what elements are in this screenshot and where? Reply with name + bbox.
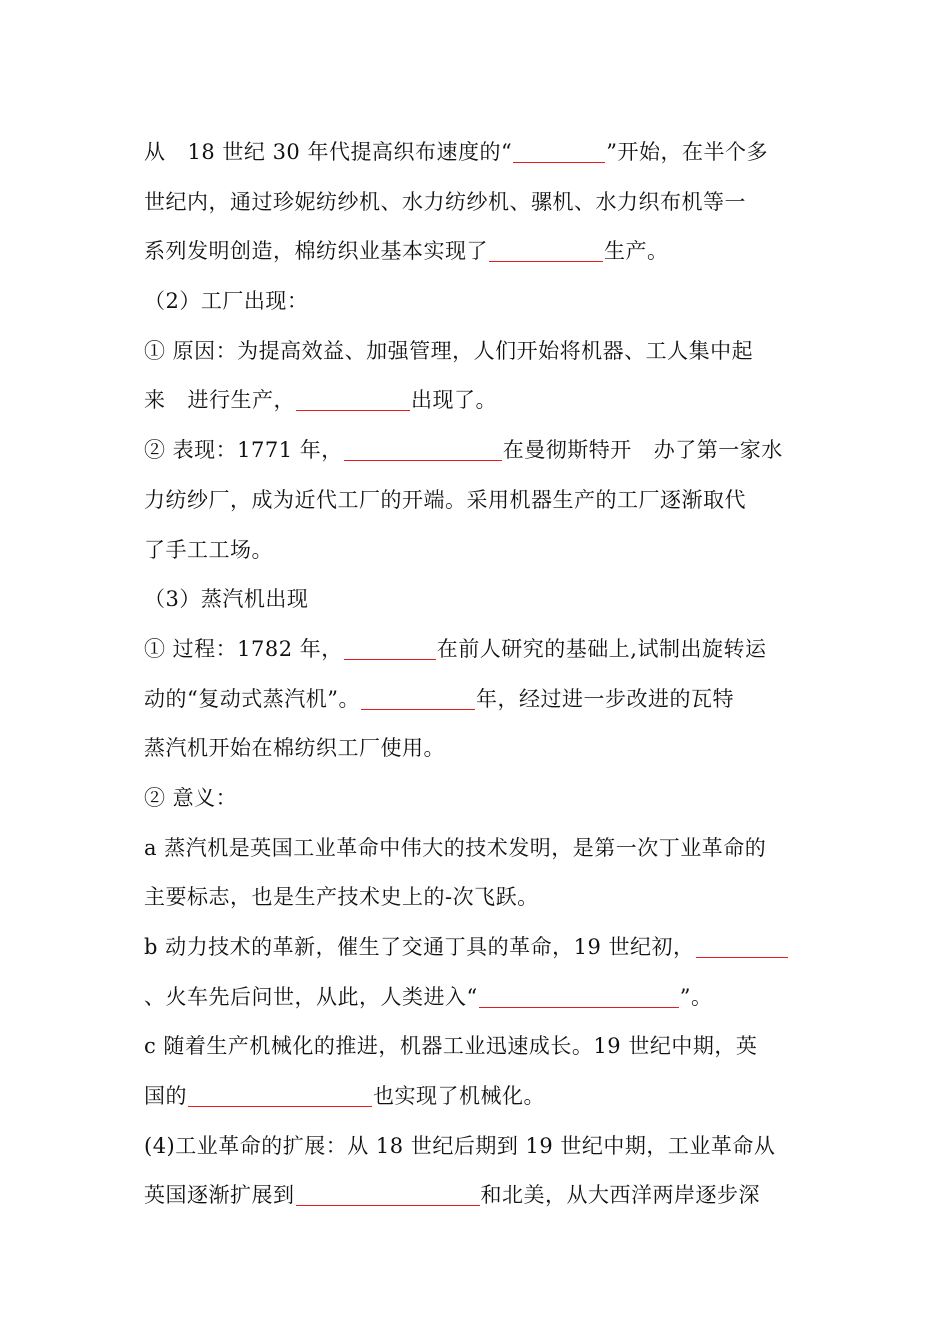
document-body — [144, 128, 812, 1221]
text: ① 原因：为提高效益、加强管理，人们开始将机器、工人集中起 — [144, 338, 754, 363]
text: 18 世纪 30 年代提高织布速度的“ — [187, 140, 513, 164]
text: （2）工厂出现： — [144, 289, 309, 314]
fill-blank[interactable] — [361, 685, 475, 710]
text-line — [144, 327, 812, 377]
text: (4)工业革命的扩展：从 18 世纪后期到 19 世纪中期，工业革命从 — [144, 1133, 776, 1158]
text-line — [144, 526, 812, 576]
fill-blank[interactable] — [188, 1082, 372, 1107]
text: 从 — [144, 140, 166, 164]
text: 世纪内，通过珍妮纺纱机、水力纺纱机、骡机、水力织布机等一 — [144, 189, 746, 214]
text: 在前人研究的基础上,试制出旋转运 — [436, 636, 767, 661]
fill-blank[interactable] — [489, 237, 603, 262]
text: ② 意义： — [144, 785, 238, 810]
section-heading — [144, 575, 812, 625]
text: ② 表现：1771 年， — [144, 438, 343, 463]
fill-blank[interactable] — [296, 386, 410, 411]
text: （3）蒸汽机出现 — [144, 587, 309, 612]
text-line — [144, 128, 812, 178]
text-line — [144, 178, 812, 228]
fill-blank[interactable] — [479, 983, 679, 1008]
text-line — [144, 675, 812, 725]
text: b 动力技术的革新，催生了交通丁具的革命，19 世纪初， — [144, 935, 695, 959]
text-line — [144, 1171, 812, 1221]
fill-blank[interactable] — [344, 635, 436, 660]
text: 在曼彻斯特开 — [502, 438, 632, 463]
text-line — [144, 824, 812, 874]
text: 办了第一家水 — [653, 438, 783, 463]
text: ”开始，在半个多 — [606, 140, 768, 164]
text: 动的“复动式蒸汽机”。 — [144, 686, 360, 711]
text: ① 过程：1782 年， — [144, 636, 343, 661]
fill-blank[interactable] — [344, 436, 502, 461]
text-line — [144, 227, 812, 277]
text: 也实现了机械化。 — [373, 1084, 545, 1109]
text-line — [144, 1072, 812, 1122]
section-heading — [144, 1122, 812, 1172]
text: 主要标志，也是生产技术史上的-次飞跃。 — [144, 885, 539, 910]
text: 进行生产， — [187, 388, 295, 413]
text: 了手工工场。 — [144, 537, 273, 562]
text: 和北美，从大西洋两岸逐步深 — [480, 1183, 760, 1208]
text: 年，经过进一步改进的瓦特 — [475, 686, 734, 711]
text: c 随着生产机械化的推进，机器工业迅速成长。19 世纪中期，英 — [144, 1034, 758, 1059]
text: 蒸汽机开始在棉纺织工厂使用。 — [144, 736, 445, 761]
fill-blank[interactable] — [296, 1181, 480, 1206]
text-line — [144, 625, 812, 675]
text: a 蒸汽机是英国工业革命中伟大的技术发明，是第一次丁业革命的 — [144, 835, 767, 860]
text-line — [144, 376, 812, 426]
text: 力纺纱厂，成为近代工厂的开端。采用机器生产的工厂逐渐取代 — [144, 487, 746, 512]
fill-blank[interactable] — [696, 933, 788, 958]
text-line — [144, 923, 812, 973]
text-line — [144, 873, 812, 923]
section-heading — [144, 277, 812, 327]
text: 国的 — [144, 1084, 187, 1109]
text: 英国逐渐扩展到 — [144, 1183, 295, 1208]
text-line — [144, 724, 812, 774]
text: 生产。 — [604, 239, 669, 264]
text: 、火车先后问世，从此，人类进入“ — [144, 984, 478, 1009]
text: 系列发明创造，棉纺织业基本实现了 — [144, 239, 488, 264]
text: ”。 — [679, 984, 713, 1009]
text: 来 — [144, 388, 166, 413]
fill-blank[interactable] — [513, 138, 605, 163]
text-line — [144, 1022, 812, 1072]
text-line — [144, 973, 812, 1023]
section-heading — [144, 774, 812, 824]
text: 出现了。 — [411, 388, 497, 413]
text-line — [144, 476, 812, 526]
text-line — [144, 426, 812, 476]
